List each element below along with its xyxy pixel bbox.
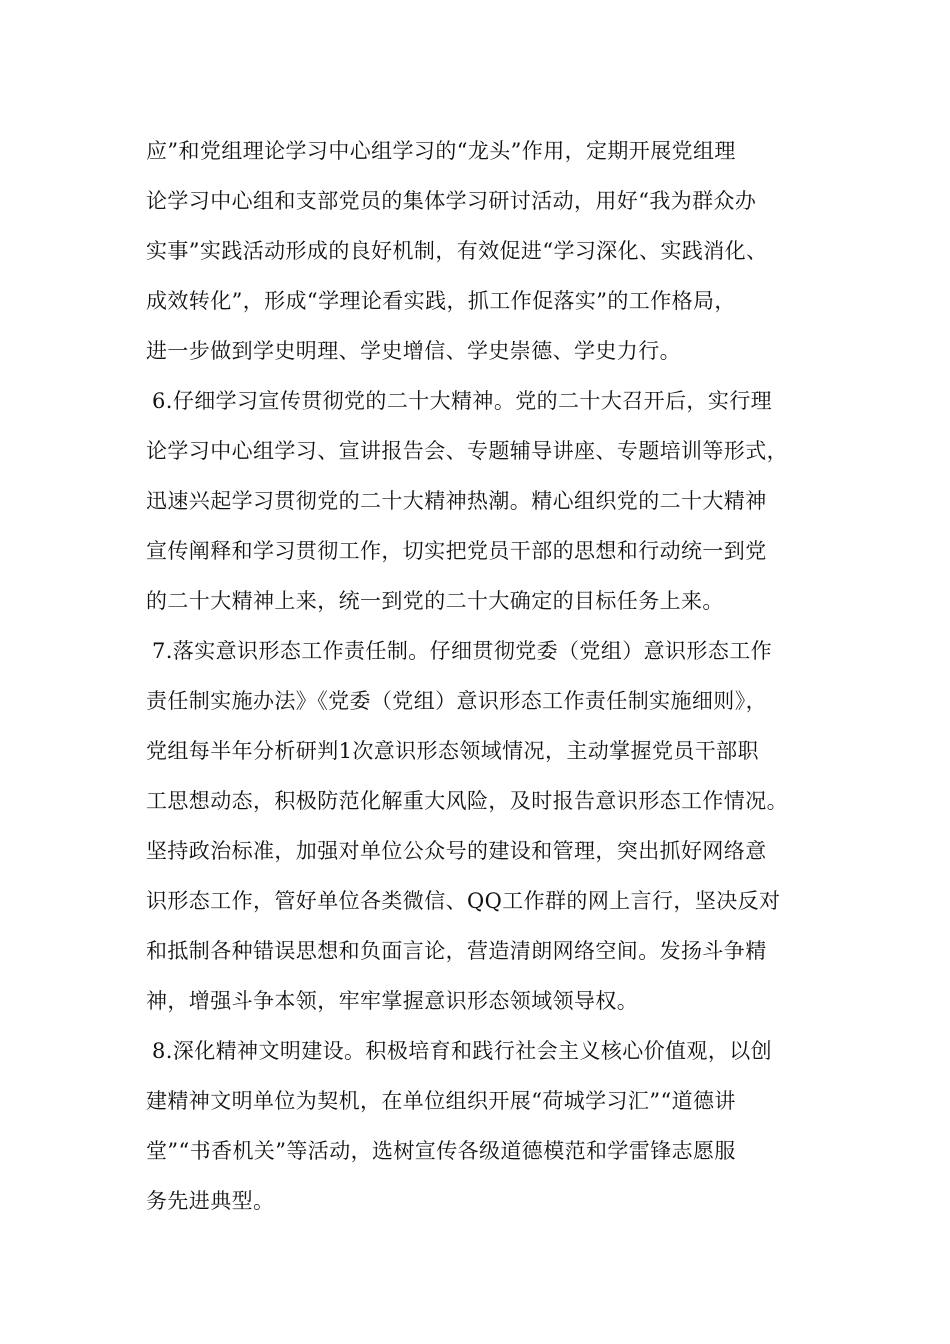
text-line: 应”和党组理论学习中心组学习的“龙头”作用，定期开展党组理 [146,139,736,163]
text-line: 坚持政治标准，加强对单位公众号的建设和管理，突出抓好网络意 [146,839,767,863]
text-line: 和抵制各种错误思想和负面言论，营造清朗网络空间。发扬斗争精 [146,939,767,963]
text-line: 的二十大精神上来，统一到党的二十大确定的目标任务上来。 [146,589,724,613]
text-line: 迅速兴起学习贯彻党的二十大精神热潮。精心组织党的二十大精神 [146,489,767,513]
text-line: 工思想动态，积极防范化解重大风险，及时报告意识形态工作情况。 [146,789,788,813]
text-line: 宣传阐释和学习贯彻工作，切实把党员干部的思想和行动统一到党 [146,539,767,563]
text-line: 神，增强斗争本领，牢牢掌握意识形态领域领导权。 [146,989,639,1013]
text-line: 建精神文明单位为契机，在单位组织开展“荷城学习汇”“道德讲 [146,1089,736,1113]
text-line: 论学习中心组学习、宣讲报告会、专题辅导讲座、专题培训等形式， [146,439,788,463]
text-line: 成效转化”，形成“学理论看实践，抓工作促落实”的工作格局， [146,289,736,313]
text-line: 进一步做到学史明理、学史增信、学史崇德、学史力行。 [146,339,681,363]
text-line: 务先进典型。 [146,1189,275,1213]
text-line: 识形态工作，管好单位各类微信、QQ工作群的网上言行，坚决反对 [146,889,781,913]
paragraph-heading-7: 7.落实意识形态工作责任制。仔细贯彻党委（党组）意识形态工作 [152,639,773,663]
text-line: 堂”“书香机关”等活动，选树宣传各级道德模范和学雷锋志愿服 [146,1139,736,1163]
paragraph-heading-6: 6.仔细学习宣传贯彻党的二十大精神。党的二十大召开后，实行理 [152,389,773,413]
text-line: 论学习中心组和支部党员的集体学习研讨活动，用好“我为群众办 [146,189,757,213]
text-line: 党组每半年分析研判1次意识形态领域情况，主动掌握党员干部职 [146,739,759,763]
paragraph-heading-8: 8.深化精神文明建设。积极培育和践行社会主义核心价值观，以创 [152,1039,773,1063]
text-line: 责任制实施办法》《党委（党组）意识形态工作责任制实施细则》， [146,689,767,713]
text-line: 实事”实践活动形成的良好机制，有效促进“学习深化、实践消化、 [146,239,768,263]
